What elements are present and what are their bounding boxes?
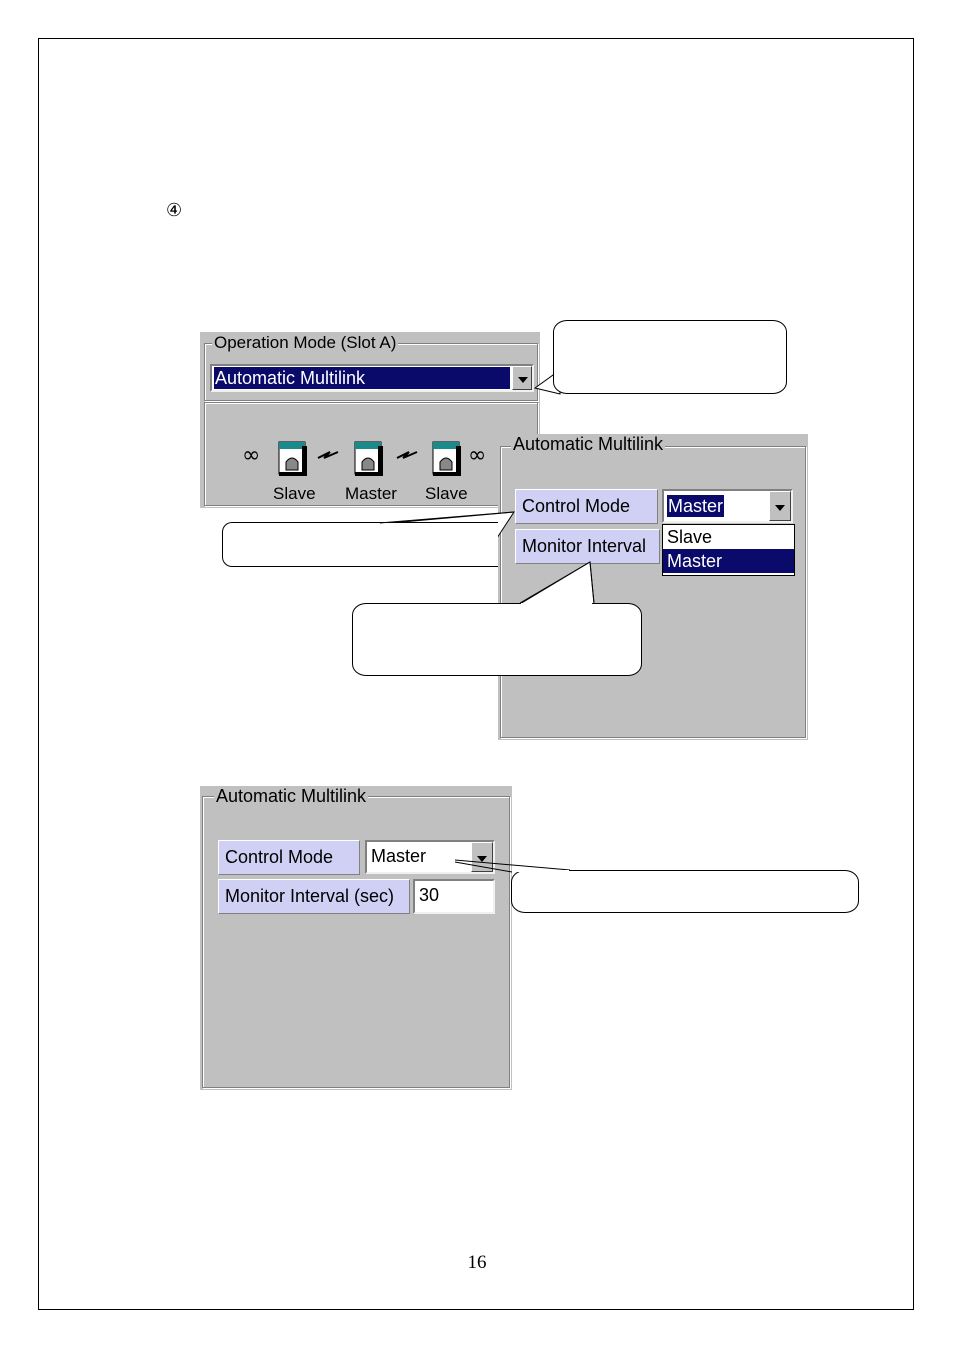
infinity-icon: ∞ (468, 443, 487, 468)
operation-mode-value: Automatic Multilink (214, 367, 510, 389)
control-mode-value-bottom: Master (371, 846, 427, 866)
infinity-icon: ∞ (242, 443, 261, 468)
node-label-slave-right: Slave (425, 484, 468, 503)
multilink-legend-top: Automatic Multilink (513, 434, 664, 454)
operation-mode-legend: Operation Mode (Slot A) (214, 333, 397, 352)
node-label-master: Master (345, 484, 397, 503)
multilink-legend-bottom: Automatic Multilink (216, 786, 367, 806)
control-mode-label-top: Control Mode (515, 489, 658, 524)
monitor-interval-value-bottom: 30 (419, 885, 440, 905)
page-number: 16 (467, 1252, 487, 1273)
dropdown-option-slave[interactable]: Slave (667, 527, 713, 547)
step-marker: ④ (166, 200, 183, 221)
control-mode-value-top: Master (668, 496, 724, 516)
monitor-interval-label-bottom: Monitor Interval (sec) (218, 879, 410, 914)
dropdown-option-master[interactable]: Master (663, 549, 794, 573)
control-mode-label-bottom: Control Mode (218, 840, 360, 875)
node-label-slave-left: Slave (273, 484, 316, 503)
monitor-interval-label-top: Monitor Interval (515, 529, 660, 564)
